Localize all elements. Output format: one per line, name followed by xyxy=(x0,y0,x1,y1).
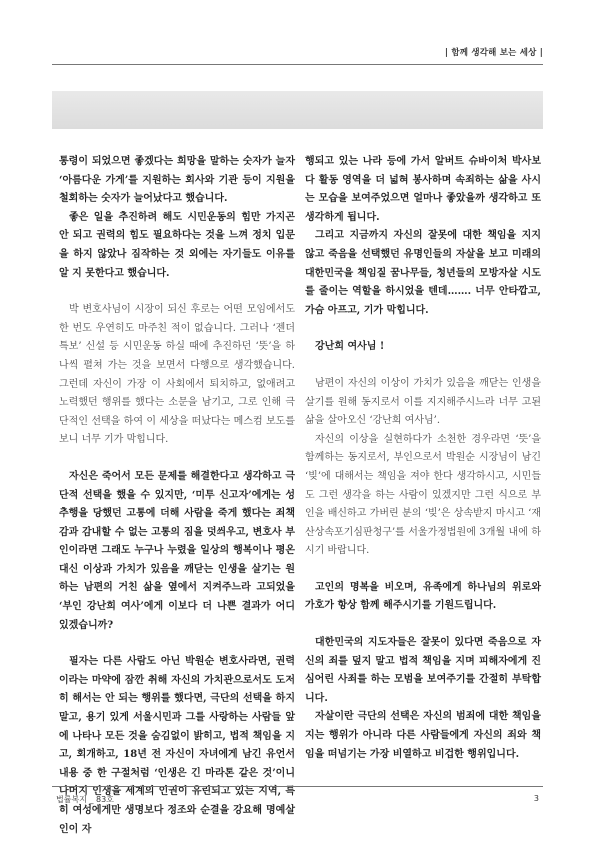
paragraph: 고인의 명복을 비오며, 유족에게 하나님의 위로와 가호가 항상 함께 해주시기를 기원드립니다. xyxy=(305,581,541,612)
paragraph: 행되고 있는 나라 등에 가서 알버트 슈바이처 박사보다 활동 영역을 더 넓혀 봉사하며 속죄하는 삶을 사시는 모습을 보여주었으면 얼마나 좋았을까 생각하고 또 생각하게 됩니다. xyxy=(305,156,541,223)
paragraph: 자신의 이상을 실현하다가 소천한 경우라면 ‘뜻’을 함께하는 동지로서, 부인으로서 박원순 시장님이 남긴 ‘빚’에 대해서는 책임을 져야 한다 생각하시고, 시민들도 그런 생각을 하는 사람이 있겠지만 그런 식으로 부인을 배신하고 가버린 분의 ‘빚’은 상속받지 마시고 ‘재산상속포기심판청구’를 서울가정법원에 3개월 내에 하시기 바랍니다. xyxy=(305,433,541,557)
paragraph: 좋은 일을 추진하려 해도 시민운동의 힘만 가지곤 안 되고 권력의 힘도 필요하다는 것을 느껴 정치 입문을 하지 않았나 짐작하는 것 외에는 자기들도 이유를 알 지 못한다고 했습니다. xyxy=(59,211,295,279)
paragraph: 자살이란 극단의 선택은 자신의 범죄에 대한 책임을 지는 행위가 아니라 다른 사람들에게 자신의 죄와 책임을 떠넘기는 가장 비열하고 비겁한 행위입니다. xyxy=(305,711,541,760)
page-number: 3 xyxy=(533,794,539,803)
section-header: | 함께 생각해 보는 세상 | xyxy=(444,48,543,58)
header-divider xyxy=(52,64,543,65)
right-column xyxy=(305,153,541,764)
paragraph: 통령이 되었으면 좋겠다는 희망을 말하는 숫자가 늘자 ‘아름다운 가게’를 지원하는 회사와 기관 등이 지원을 철회하는 숫자가 늘어났다고 했습니다. xyxy=(59,156,295,205)
footer-divider xyxy=(52,786,543,787)
paragraph: 박 변호사님이 시장이 되신 후로는 어떤 모임에서도 한 번도 우연히도 마주친 적이 없습니다. 그러나 ‘젠더 특보’ 신설 등 시민운동 하실 때에 추진하던 ‘뜻’을 하나씩 펼쳐 가는 것을 보면서 다행으로 생각했습니다. 그런데 자신이 가장 이 사회에서 퇴치하고, 없애려고 노력했던 행위를 했다는 소문을 남기고, 그로 인해 극단적인 선택을 하여 이 세상을 떠났다는 메스컴 보도를 보니 너무 기가 막힙니다. xyxy=(59,304,295,446)
paragraph: 대한민국의 지도자들은 잘못이 있다면 죽음으로 자신의 죄를 덮지 말고 법적 책임을 지며 피해자에게 진심어린 사죄를 하는 모범을 보여주기를 간절히 부탁합니다. xyxy=(305,637,541,704)
paragraph: 그리고 지금까지 자신의 잘못에 대한 책임을 지지 않고 죽음을 선택했던 유명인들의 자살을 보고 미래의 대한민국을 책임질 꿈나무들, 청년들의 모방자살 시도를 줄이는 역할을 하시었을 텐데……. 너무 안타깝고, 가슴 아프고, 기가 막힙니다. xyxy=(305,230,541,316)
left-column xyxy=(59,153,295,839)
paragraph: 남편이 자신의 이상이 가치가 있음을 깨닫는 인생을 살기를 원해 동지로서 이를 지지해주시느라 너무 고된 삶을 살아오신 ‘강난희 여사님’. xyxy=(305,377,541,427)
publication-label: 법률복지 _ 83호 xyxy=(56,795,114,804)
paragraph: 필자는 다른 사람도 아닌 박원순 변호사라면, 권력이라는 마약에 잠깐 취해 자신의 가치관으로서도 도저히 해서는 안 되는 행위를 했다면, 극단의 선택을 하지 말고, 용기 있게 서울시민과 그를 사랑하는 사람들 앞에 나타나 모든 것을 숨김없이 밝히고, 법적 책임을 지고, 회개하고, 18년 전 자신이 자녀에게 남긴 유언서 내용 중 한 구절처럼 ‘인생은 긴 마라톤 같은 것’이니 나머지 인생을 세계의 인권이 유린되고 있는 지역, 특히 여성에게만 생명보다 정조와 순결을 강요해 명예살인이 자 xyxy=(59,656,295,835)
paragraph: 자신은 죽어서 모든 문제를 해결한다고 생각하고 극단적 선택을 했을 수 있지만, ‘미투 신고자’에게는 성추행을 당했던 고통에 더해 사람을 죽게 했다는 죄책감과 감내할 수 없는 고통의 짐을 덧씌우고, 변호사 부인이라면 그래도 누구나 누렸을 일상의 행복이나 평온 대신 이상과 가치가 있음을 깨닫는 인생을 살기는 원하는 남편의 거친 삶을 옆에서 지켜주느라 고되었을 ‘부인 강난희 여사’에게 이보다 더 나쁜 결과가 어디 있겠습니까? xyxy=(59,470,295,631)
salutation: 강난희 여사님 ! xyxy=(315,341,385,353)
decorative-banner xyxy=(52,91,543,129)
